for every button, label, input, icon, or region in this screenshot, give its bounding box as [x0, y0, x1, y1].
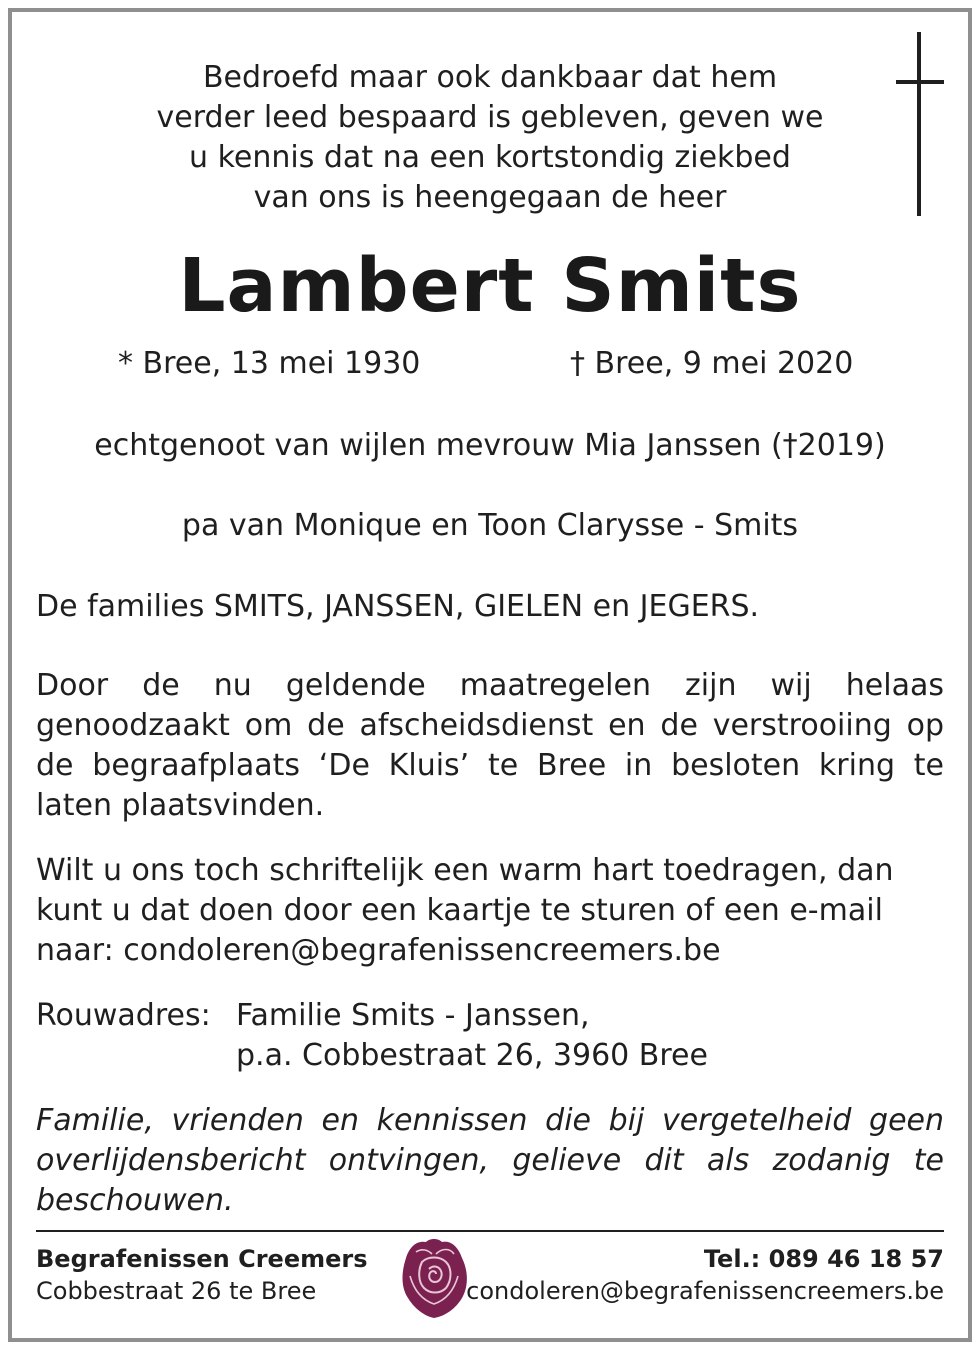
- children-line: pa van Monique en Toon Clarysse - Smits: [181, 508, 799, 543]
- condolence-notice: Wilt u ons toch schriftelijk een warm hart toedragen, dan kunt u dat doen door een kaartje te sturen of een e-mail naar: condoleren@begrafenissencreemers.be: [36, 853, 894, 968]
- deceased-name: Lambert Smits: [178, 243, 802, 329]
- contact-email[interactable]: condoleren@begrafenissencreemers.be: [466, 1277, 944, 1305]
- funeral-home-address: Cobbestraat 26 te Bree: [36, 1277, 317, 1305]
- address-line-1: Familie Smits - Janssen,: [236, 998, 590, 1033]
- phone-number: Tel.: 089 46 18 57: [703, 1245, 944, 1273]
- funeral-home-contact: [466, 1243, 944, 1307]
- intro-line: van ons is heengegaan de heer: [253, 180, 727, 215]
- ceremony-notice: Door de nu geldende maatregelen zijn wij helaas genoodzaakt om de afscheidsdienst en de verstrooiing op de begraafplaats ‘De Kluis’ te Bree in besloten kring te laten plaatsvinden.: [36, 668, 944, 823]
- death-date: † Bree, 9 mei 2020: [570, 346, 854, 381]
- cross-icon: [890, 32, 950, 216]
- funeral-home-info: [36, 1243, 368, 1307]
- funeral-home-name: Begrafenissen Creemers: [36, 1245, 368, 1273]
- intro-text: [110, 58, 870, 218]
- families-line: De families SMITS, JANSSEN, GIELEN en JEGERS.: [36, 589, 760, 624]
- address-label: Rouwadres:: [36, 998, 211, 1033]
- intro-line: verder leed bespaard is gebleven, geven we: [156, 100, 824, 135]
- footer-divider: [36, 1230, 944, 1232]
- address-line-2: p.a. Cobbestraat 26, 3960 Bree: [236, 1038, 708, 1073]
- closing-note: Familie, vrienden en kennissen die bij vergetelheid geen overlijdensbericht ontvingen, gelieve dit als zodanig te beschouwen.: [36, 1103, 944, 1218]
- intro-line: Bedroefd maar ook dankbaar dat hem: [202, 60, 778, 95]
- birth-date: * Bree, 13 mei 1930: [118, 346, 421, 381]
- mourning-address: [236, 996, 708, 1076]
- rose-icon: [396, 1236, 472, 1320]
- spouse-line: echtgenoot van wijlen mevrouw Mia Janssen (†2019): [94, 428, 886, 463]
- intro-line: u kennis dat na een kortstondig ziekbed: [189, 140, 791, 175]
